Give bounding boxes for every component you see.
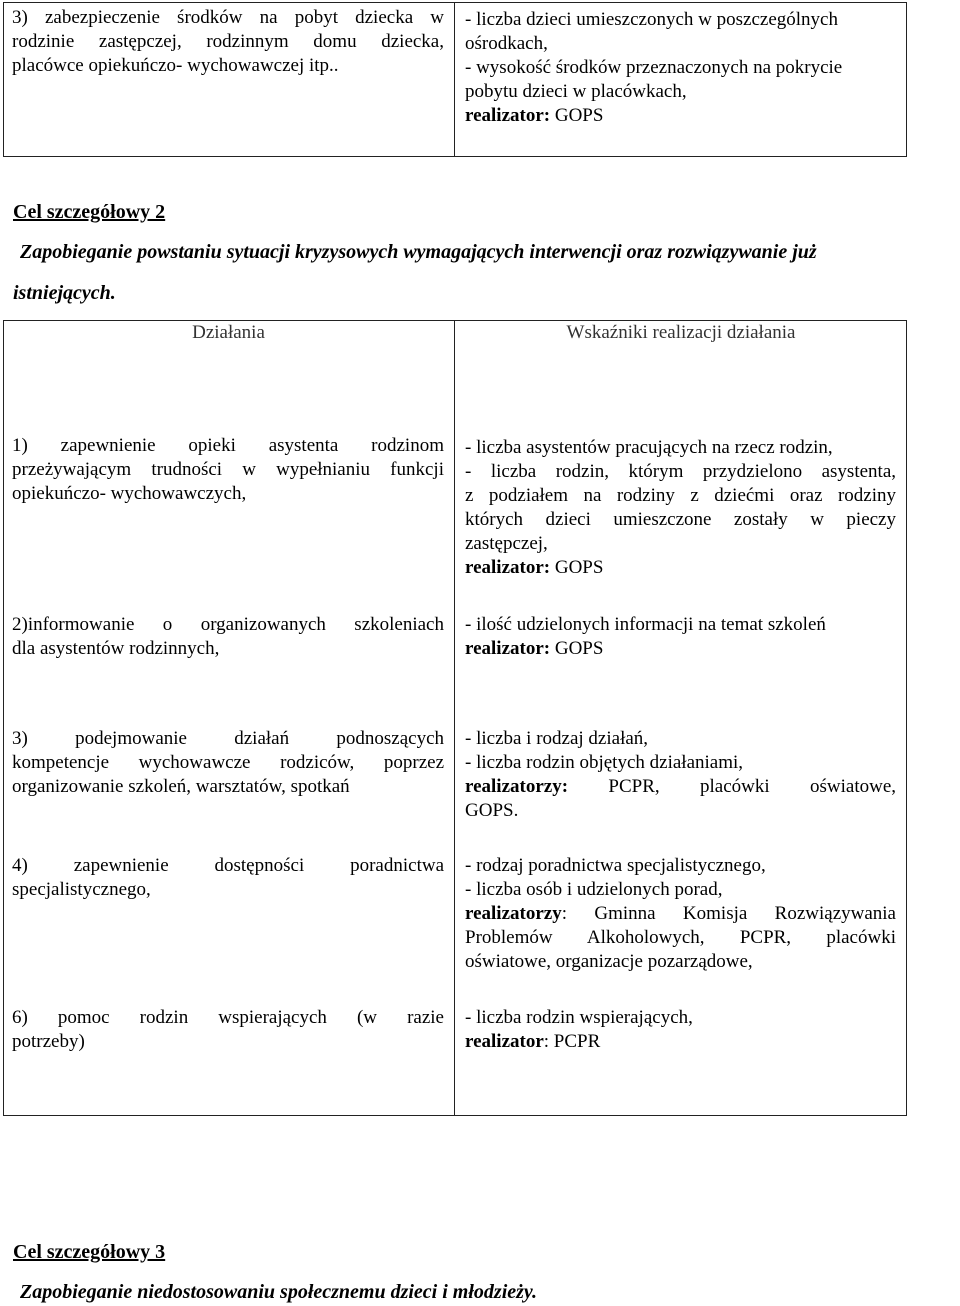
top-left-cell (12, 6, 444, 78)
realizator-label: realizator: (465, 105, 551, 126)
text-line: - ilość udzielonych informacji na temat szkoleń (465, 614, 826, 635)
text-line: 4) zapewnienie dostępności poradnictwa (12, 855, 444, 876)
text-line: opiekuńczo- wychowawczych, (12, 483, 247, 504)
text-line: - wysokość środków przeznaczonych na pokrycie (465, 57, 843, 78)
row1-left (12, 434, 444, 506)
top-table-divider (454, 2, 455, 157)
goal2-text-line2: istniejących. (13, 282, 116, 304)
realizator-label: realizator (465, 1031, 544, 1052)
text-line: specjalistycznego, (12, 879, 151, 900)
row3-left (12, 727, 444, 799)
text-line: ośrodkach, (465, 33, 548, 54)
text-line: 3) zabezpieczenie środków na pobyt dziecka w (12, 7, 444, 28)
top-right-cell (465, 8, 897, 128)
row4-right (465, 854, 896, 974)
realizator-label: realizator: (465, 638, 551, 659)
realizator-line (465, 775, 896, 799)
header-indicators: Wskaźniki realizacji działania (566, 322, 796, 343)
text-line: 6) pomoc rodzin wspierających (w razie (12, 1007, 444, 1028)
realizator-line (465, 104, 897, 128)
text-line: potrzeby) (12, 1031, 85, 1052)
realizator-line (465, 556, 896, 580)
text-line: - liczba asystentów pracujących na rzecz rodzin, (465, 437, 833, 458)
row3-right (465, 727, 896, 823)
text-line: oświatowe, organizacje pozarządowe, (465, 951, 753, 972)
text-line: organizowanie szkoleń, warsztatów, spotkań (12, 776, 350, 797)
text-line: - liczba rodzin, którym przydzielono asystenta, (465, 461, 896, 482)
header-actions: Działania (192, 322, 265, 343)
text-line: - liczba rodzin objętych działaniami, (465, 752, 744, 773)
row4-left (12, 854, 444, 902)
realizator-value: GOPS (554, 557, 604, 578)
text-line: których dzieci umieszczone zostały w pieczy (465, 509, 896, 530)
realizator-value: : PCPR (543, 1031, 601, 1052)
row5-left (12, 1006, 444, 1054)
text-line: - liczba osób i udzielonych porad, (465, 879, 723, 900)
text-line: Problemów Alkoholowych, PCPR, placówki (465, 927, 896, 948)
text-line: placówce opiekuńczo- wychowawczej itp.. (12, 55, 339, 76)
realizator-value: GOPS (554, 105, 604, 126)
text-line: przeżywającym trudności w wypełnianiu funkcji (12, 459, 444, 480)
realizator-value: : Gminna Komisja Rozwiązywania (561, 903, 896, 924)
goal2-heading: Cel szczegółowy 2 (13, 201, 166, 223)
realizator-line (465, 1030, 896, 1054)
text-line: - liczba rodzin wspierających, (465, 1007, 693, 1028)
realizator-line (465, 902, 896, 926)
main-table-divider (454, 320, 455, 1116)
realizator-label: realizatorzy (465, 903, 562, 924)
row2-left (12, 613, 444, 661)
text-line: z podziałem na rodziny z dziećmi oraz rodziny (465, 485, 896, 506)
text-line: zastępczej, (465, 533, 548, 554)
goal2-text-line1: Zapobieganie powstaniu sytuacji kryzysowych wymagających interwencji oraz rozwiązywanie już (20, 241, 817, 263)
text-line: - rodzaj poradnictwa specjalistycznego, (465, 855, 766, 876)
text-line: pobytu dzieci w placówkach, (465, 81, 687, 102)
goal3-heading: Cel szczegółowy 3 (13, 1241, 166, 1263)
row1-right (465, 436, 896, 580)
realizator-label: realizatorzy: (465, 776, 569, 797)
text-line: dla asystentów rodzinnych, (12, 638, 220, 659)
row2-right (465, 613, 896, 661)
text-line: rodzinie zastępczej, rodzinnym domu dziecka, (12, 31, 444, 52)
text-line: GOPS. (465, 800, 519, 821)
realizator-label: realizator: (465, 557, 551, 578)
text-line: kompetencje wychowawcze rodziców, poprzez (12, 752, 444, 773)
realizator-line (465, 637, 896, 661)
text-line: 3) podejmowanie działań podnoszących (12, 728, 444, 749)
goal3-text: Zapobieganie niedostosowaniu społecznemu dzieci i młodzieży. (20, 1281, 538, 1303)
text-line: 2)informowanie o organizowanych szkoleniach (12, 614, 444, 635)
realizator-value: PCPR, placówki oświatowe, (608, 776, 896, 797)
text-line: - liczba dzieci umieszczonych w poszczególnych (465, 9, 838, 30)
realizator-value: GOPS (554, 638, 604, 659)
text-line: 1) zapewnienie opieki asystenta rodzinom (12, 435, 444, 456)
text-line: - liczba i rodzaj działań, (465, 728, 649, 749)
row5-right (465, 1006, 896, 1054)
